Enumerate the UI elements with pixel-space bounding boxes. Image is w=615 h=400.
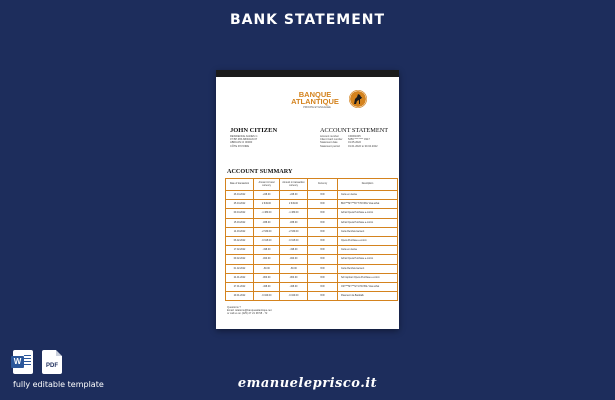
cell-local-amount: 2 649.00 bbox=[254, 200, 280, 209]
cell-date: 26.04.2022 bbox=[226, 191, 254, 200]
editable-template-tagline: fully editable template bbox=[13, 380, 104, 389]
cell-currency: XOF bbox=[308, 227, 338, 236]
transactions-table bbox=[225, 178, 398, 301]
cell-description: Carte Remboursement bbox=[338, 227, 398, 236]
cell-currency: XOF bbox=[308, 292, 338, 301]
cell-local-amount: -328.00 bbox=[254, 283, 280, 292]
address-line: 07 BP 465 ABIDJAN 07 bbox=[230, 138, 258, 142]
table-row bbox=[226, 283, 398, 292]
cell-currency: XOF bbox=[308, 191, 338, 200]
cell-date: 06.02.2022 bbox=[226, 237, 254, 246]
cell-local-amount: -80.00 bbox=[254, 264, 280, 273]
logo-line-1: BANQUE bbox=[298, 90, 332, 99]
address-line: RESIDENCE AGNES C. bbox=[230, 135, 259, 138]
cell-date: 09.02.2022 bbox=[226, 255, 254, 264]
column-header-local-amount: Amount in local currency bbox=[254, 179, 280, 191]
transactions-body bbox=[226, 191, 398, 301]
logo-tagline: PROCHE ET ENGAGÉE bbox=[303, 106, 331, 109]
field-key: Client Card number bbox=[320, 138, 343, 142]
table-row bbox=[226, 255, 398, 264]
cell-txn-amount: -820.00 bbox=[280, 255, 308, 264]
cell-currency: XOF bbox=[308, 237, 338, 246]
cell-description: Carte Remboursement bbox=[338, 264, 398, 273]
document-header-bar bbox=[216, 70, 399, 77]
table-row bbox=[226, 246, 398, 255]
cell-description: Carte en devise bbox=[338, 246, 398, 255]
table-row bbox=[226, 237, 398, 246]
field-value: 01.01.2022 to 30.04.2022 bbox=[348, 144, 378, 148]
cell-currency: XOF bbox=[308, 264, 338, 273]
cell-local-amount: -820.00 bbox=[254, 255, 280, 264]
cell-txn-amount: -1 380.00 bbox=[280, 209, 308, 218]
bank-logo bbox=[283, 89, 373, 111]
cell-txn-amount: -838.00 bbox=[280, 218, 308, 227]
cell-currency: XOF bbox=[308, 283, 338, 292]
cell-description: BUF***MY***DYT PAYPAL Visa achat bbox=[338, 200, 398, 209]
statement-fields bbox=[320, 135, 396, 148]
cell-local-amount: -6 020.00 bbox=[254, 292, 280, 301]
cell-currency: XOF bbox=[308, 218, 338, 227]
cell-txn-amount: 2 649.00 bbox=[280, 200, 308, 209]
table-row bbox=[226, 273, 398, 282]
logo-wordmark bbox=[283, 91, 347, 105]
word-icon bbox=[13, 350, 33, 374]
brand-url[interactable]: emanueleprisco.it bbox=[237, 376, 378, 391]
cell-txn-amount: -80.00 bbox=[280, 264, 308, 273]
footer-line: Email: relations@banqueatlantique.net bbox=[227, 309, 272, 313]
statement-document bbox=[216, 70, 399, 329]
field-value: 01.05.2022 bbox=[348, 141, 361, 145]
account-holder-address bbox=[230, 135, 290, 148]
table-row bbox=[226, 209, 398, 218]
cell-local-amount: -800.00 bbox=[254, 273, 280, 282]
cell-txn-amount: -248.00 bbox=[280, 191, 308, 200]
cell-description: Achat Opera Purchase e-comm bbox=[338, 255, 398, 264]
table-row bbox=[226, 264, 398, 273]
column-header-date: Date of transaction bbox=[226, 179, 254, 191]
cell-date: 29.01.2022 bbox=[226, 292, 254, 301]
cell-currency: XOF bbox=[308, 209, 338, 218]
word-icon-lines bbox=[24, 355, 31, 367]
column-header-txn-amount: Amount in transaction currency bbox=[280, 179, 308, 191]
cell-date: 09.04.2022 bbox=[226, 209, 254, 218]
summary-title: ACCOUNT SUMMARY bbox=[227, 168, 293, 175]
cell-currency: XOF bbox=[308, 255, 338, 264]
cell-date: 14.03.2022 bbox=[226, 227, 254, 236]
table-row bbox=[226, 292, 398, 301]
table-header-row bbox=[226, 179, 398, 191]
cell-description: Paiement via Banktalk bbox=[338, 292, 398, 301]
cell-currency: XOF bbox=[308, 200, 338, 209]
cell-description: Carte en devise bbox=[338, 191, 398, 200]
address-line: CÔTE D'IVOIRE bbox=[230, 144, 250, 148]
cell-local-amount: -838.00 bbox=[254, 218, 280, 227]
table-row bbox=[226, 227, 398, 236]
cell-date: 01.02.2022 bbox=[226, 264, 254, 273]
cell-currency: XOF bbox=[308, 273, 338, 282]
field-value: CI0001005 bbox=[348, 135, 361, 138]
cell-date: 25.04.2022 bbox=[226, 200, 254, 209]
statement-field bbox=[320, 145, 396, 148]
footer-line: Questions ? bbox=[227, 306, 241, 309]
cell-local-amount: -6 615.00 bbox=[254, 237, 280, 246]
column-header-description: Description bbox=[338, 179, 398, 191]
cell-local-amount: -2 530.00 bbox=[254, 227, 280, 236]
cell-description: Opera Purchase e-comm bbox=[338, 237, 398, 246]
cell-txn-amount: -198.00 bbox=[280, 246, 308, 255]
field-key: Statement date bbox=[320, 141, 338, 145]
cell-txn-amount: -800.00 bbox=[280, 273, 308, 282]
cell-description: Achat Opera Purchase e-comm bbox=[338, 209, 398, 218]
word-icon-badge: W bbox=[11, 356, 24, 368]
field-key: Statement period bbox=[320, 144, 340, 148]
column-header-currency: Currency bbox=[308, 179, 338, 191]
address-line: ABIDJAN CI 00000 bbox=[230, 141, 253, 145]
cell-description: SA Inspirant Opera Purchase e-comm bbox=[338, 273, 398, 282]
statement-title: ACCOUNT STATEMENT bbox=[320, 127, 389, 134]
cell-date: 17.02.2022 bbox=[226, 246, 254, 255]
cell-local-amount: -1 380.00 bbox=[254, 209, 280, 218]
page-title: BANK STATEMENT bbox=[229, 12, 386, 28]
cell-txn-amount: -328.00 bbox=[280, 283, 308, 292]
field-key: Account number bbox=[320, 135, 339, 138]
contact-footer bbox=[227, 306, 347, 316]
cell-currency: XOF bbox=[308, 246, 338, 255]
pdf-icon bbox=[42, 350, 62, 374]
pdf-icon-fold bbox=[56, 350, 62, 356]
horse-icon bbox=[349, 90, 367, 108]
table-row bbox=[226, 200, 398, 209]
account-holder-name: JOHN CITIZEN bbox=[230, 127, 278, 134]
cell-date: 15.03.2022 bbox=[226, 218, 254, 227]
cell-description: CST***MY***GT1 PAYPAL Visa achat bbox=[338, 283, 398, 292]
cell-txn-amount: -6 020.00 bbox=[280, 292, 308, 301]
cell-date: 24.01.2022 bbox=[226, 273, 254, 282]
cell-txn-amount: -2 530.00 bbox=[280, 227, 308, 236]
cell-local-amount: -248.00 bbox=[254, 191, 280, 200]
cell-local-amount: -198.00 bbox=[254, 246, 280, 255]
table-row bbox=[226, 218, 398, 227]
cell-date: 27.01.2022 bbox=[226, 283, 254, 292]
logo-line-2: ATLANTIQUE bbox=[291, 97, 339, 106]
field-value: 5256 **** **** 0317 bbox=[348, 138, 370, 142]
table-row bbox=[226, 191, 398, 200]
cell-description: Achat Opera Purchase e-comm bbox=[338, 218, 398, 227]
pdf-icon-label: PDF bbox=[46, 363, 58, 369]
footer-line: or call us on (225) 27 21 38 58 - 72 bbox=[227, 312, 268, 316]
cell-txn-amount: -6 615.00 bbox=[280, 237, 308, 246]
